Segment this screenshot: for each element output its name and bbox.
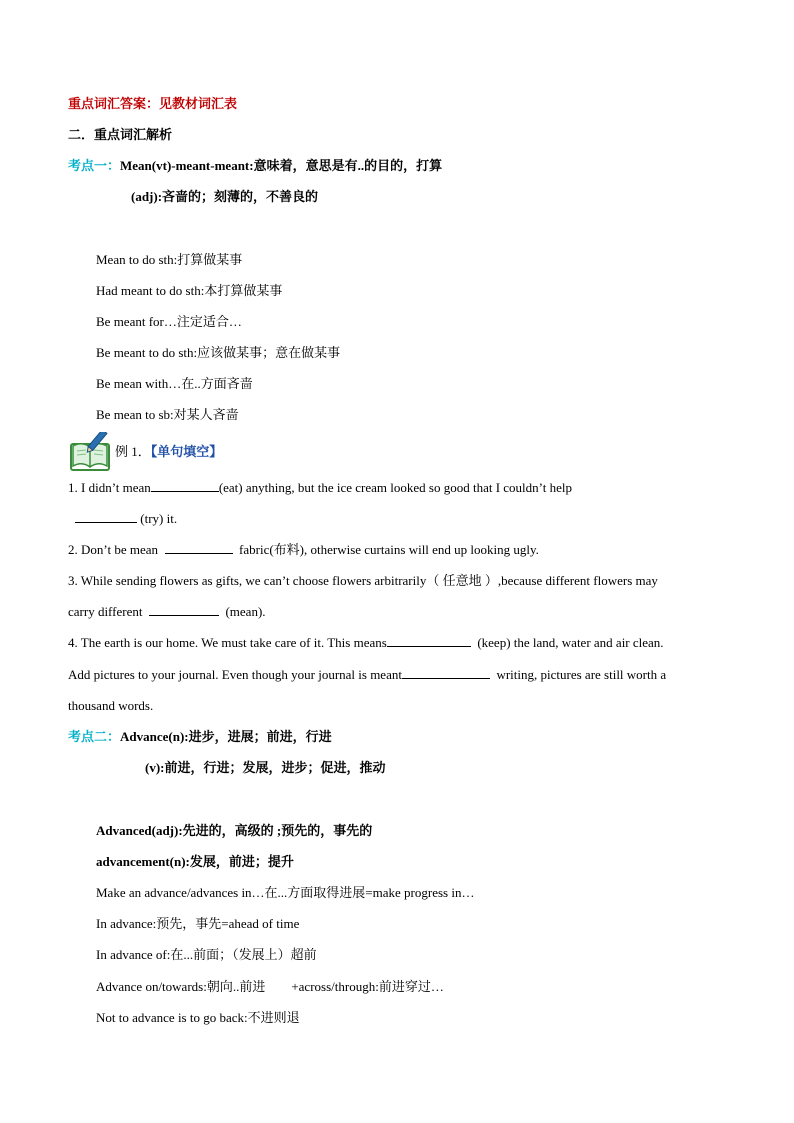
point2-verb: (v):前进，行进；发展，进步；促进，推动 — [145, 760, 386, 775]
point2-advancement: advancement(n):发展，前进；提升 — [96, 854, 294, 869]
question-text: Add pictures to your journal. Even though your journal is meant — [68, 667, 402, 682]
question-5-cont: thousand words. — [68, 698, 154, 713]
point1-phrase: Mean to do sth:打算做某事 — [96, 252, 243, 267]
question-text: fabric(布料), otherwise curtains will end up looking ugly. — [239, 542, 539, 557]
question-text: (mean). — [225, 604, 266, 619]
point1-phrase: Had meant to do sth:本打算做某事 — [96, 283, 283, 298]
point1-phrase: Be meant for…注定适合… — [96, 314, 242, 329]
answer-blank[interactable] — [165, 541, 233, 554]
answer-blank[interactable] — [387, 634, 471, 647]
point2-heading — [68, 728, 332, 746]
question-5 — [68, 666, 666, 684]
point2-phrase: Not to advance is to go back:不进则退 — [96, 1010, 300, 1025]
question-text: (keep) the land, water and air clean. — [477, 635, 664, 650]
point2-phrase: In advance:预先，事先=ahead of time — [96, 916, 300, 931]
answer-blank[interactable] — [75, 510, 137, 523]
question-text: (eat) anything, but the ice cream looked so good that I couldn’t help — [218, 480, 572, 495]
answer-blank[interactable] — [149, 603, 219, 616]
point2-phrase: In advance of:在...前面；（发展上）超前 — [96, 947, 317, 962]
question-text: 4. The earth is our home. We must take care of it. This means — [68, 635, 387, 650]
answer-blank[interactable] — [151, 479, 219, 492]
point1-adj: (adj):吝啬的；刻薄的，不善良的 — [131, 189, 319, 204]
point1-heading — [68, 157, 442, 175]
question-text: carry different — [68, 604, 143, 619]
section-title: 二．重点词汇解析 — [68, 127, 173, 142]
example-label: 例 1． — [115, 444, 151, 459]
question-1-cont — [75, 510, 177, 528]
book-pencil-icon — [68, 432, 112, 472]
point1-headword: Mean(vt)-meant-meant:意味着，意思是有..的目的，打算 — [120, 158, 443, 173]
point2-phrase: Make an advance/advances in…在...方面取得进展=make progress in… — [96, 885, 475, 900]
question-text: 2. Don’t be mean — [68, 542, 159, 557]
question-3-cont — [68, 603, 266, 621]
point1-label: 考点一： — [68, 158, 121, 173]
point1-phrase: Be mean with…在..方面吝啬 — [96, 376, 253, 391]
point2-advanced: Advanced(adj):先进的，高级的 ;预先的，事先的 — [96, 823, 373, 838]
point1-phrase: Be meant to do sth:应该做某事；意在做某事 — [96, 345, 341, 360]
question-text: 1. I didn’t mean — [68, 480, 151, 495]
point1-phrase: Be mean to sb:对某人吝啬 — [96, 407, 239, 422]
example-tag: 【单句填空】 — [150, 444, 223, 459]
example-heading — [115, 443, 222, 461]
question-3: 3. While sending flowers as gifts, we can’t choose flowers arbitrarily（ 任意地 ）,because different flowers may — [68, 573, 658, 588]
point2-headword: Advance(n):进步，进展；前进，行进 — [120, 729, 332, 744]
point2-label: 考点二： — [68, 729, 121, 744]
question-text: (try) it. — [140, 511, 178, 526]
answer-blank[interactable] — [402, 666, 490, 679]
point2-phrase: Advance on/towards:朝向..前进 +across/through:前进穿过… — [96, 979, 444, 994]
question-text: writing, pictures are still worth a — [496, 667, 667, 682]
answer-heading: 重点词汇答案：见教材词汇表 — [68, 96, 238, 111]
question-2 — [68, 541, 539, 559]
question-1 — [68, 479, 572, 497]
question-4 — [68, 634, 664, 652]
